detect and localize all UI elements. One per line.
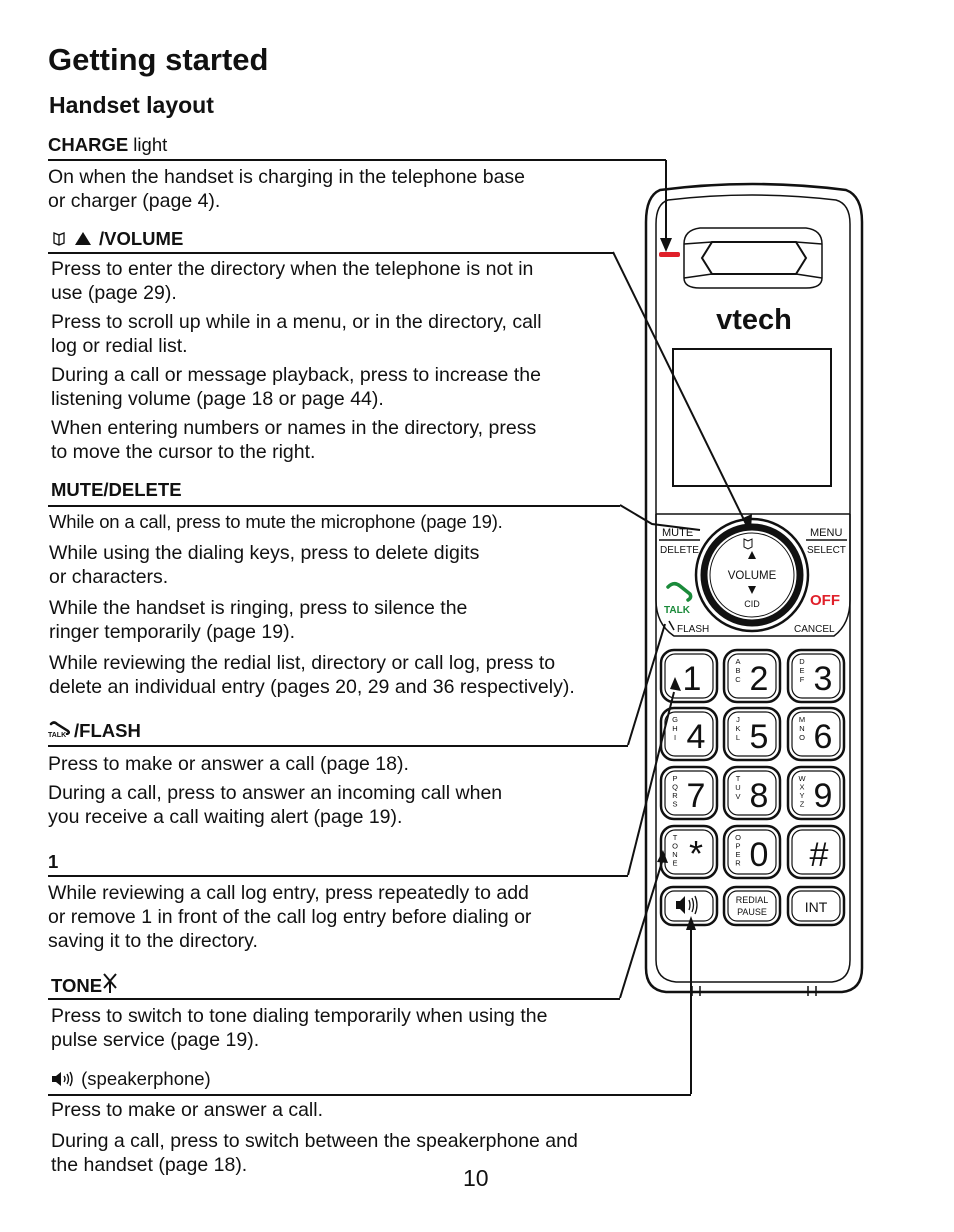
dial-key-8[interactable] bbox=[724, 767, 780, 819]
section-heading: Handset layout bbox=[49, 92, 214, 118]
dial-key-4[interactable] bbox=[661, 708, 717, 760]
menu-key-label[interactable]: MENU bbox=[810, 527, 843, 539]
dial-key-letter: V bbox=[735, 792, 741, 801]
pause-label: PAUSE bbox=[737, 907, 767, 917]
volume-description: Press to enter the directory when the telephone is not in use (page 29). Press to scroll up while in a menu, or in the directory, call log or redial list. During a call or message playback, press to increase the listening volume (page 18 or page 44). When entering numbers or names in the directory, press to move the cursor to the right. bbox=[51, 258, 542, 463]
dial-key-letter: T bbox=[672, 833, 678, 842]
dial-key-letter: S bbox=[672, 799, 678, 809]
dial-key-9[interactable] bbox=[788, 767, 844, 819]
dial-key-letter: O bbox=[672, 841, 678, 851]
charge-label: CHARGE light bbox=[48, 134, 168, 155]
dial-key-letter: Y bbox=[799, 791, 805, 800]
dial-key-digit: 3 bbox=[813, 660, 833, 698]
int-label: INT bbox=[804, 899, 828, 915]
dial-key-digit: 4 bbox=[686, 718, 706, 756]
dial-key-letter: U bbox=[735, 783, 741, 792]
talk-icon: TALK bbox=[48, 721, 74, 741]
mute-key-label[interactable]: MUTE bbox=[662, 527, 694, 539]
dial-key-hash[interactable] bbox=[788, 826, 844, 878]
select-key-label[interactable]: SELECT bbox=[807, 545, 846, 556]
cancel-key-label[interactable]: CANCEL bbox=[794, 624, 835, 635]
dial-key-letter: M bbox=[798, 715, 806, 724]
dial-key-digit: 9 bbox=[813, 777, 833, 815]
dial-key-letter: I bbox=[673, 733, 677, 742]
tone-description: Press to switch to tone dialing temporarily when using the pulse service (page 19). bbox=[51, 1005, 548, 1051]
dial-key-letter: N bbox=[672, 850, 678, 859]
dial-key-6[interactable] bbox=[788, 708, 844, 760]
dial-key-1[interactable] bbox=[661, 650, 717, 702]
dial-key-letter: E bbox=[672, 858, 678, 868]
dial-key-letter: O bbox=[735, 833, 741, 842]
speaker-waves-icon bbox=[689, 896, 697, 914]
dial-key-letter: E bbox=[735, 850, 741, 859]
brand-logo: vtech bbox=[716, 304, 792, 336]
one-key-label: 1 bbox=[48, 851, 59, 872]
earpiece-grille bbox=[684, 228, 822, 288]
dial-key-letter: J bbox=[736, 715, 740, 724]
dial-key-7[interactable] bbox=[661, 767, 717, 819]
dial-key-letter: C bbox=[735, 675, 741, 684]
display-screen bbox=[673, 349, 831, 486]
speaker-key-icon bbox=[676, 896, 685, 914]
flash-key-label[interactable]: FLASH bbox=[677, 624, 710, 635]
speaker-label: (speakerphone) bbox=[50, 1068, 211, 1090]
dial-key-digit: 6 bbox=[813, 718, 833, 756]
dial-key-2[interactable] bbox=[724, 650, 780, 702]
talk-key-label[interactable]: TALK bbox=[664, 605, 690, 616]
dial-key-digit: # bbox=[809, 836, 829, 874]
dial-key-letter: O bbox=[799, 733, 805, 742]
dial-key-letter: Z bbox=[799, 799, 805, 809]
dial-key-digit: 2 bbox=[749, 660, 769, 698]
speakerphone-key-inner bbox=[665, 891, 713, 921]
tone-label: TONE bbox=[51, 972, 118, 997]
volume-label: /VOLUME bbox=[51, 228, 183, 250]
dial-key-letter: K bbox=[735, 724, 741, 733]
dial-key-letter: H bbox=[672, 724, 678, 733]
dial-key-letter: E bbox=[799, 666, 805, 675]
dial-key-letter: A bbox=[735, 657, 741, 666]
volume-key-label[interactable]: VOLUME bbox=[727, 570, 777, 582]
dial-key-digit: 0 bbox=[749, 836, 769, 874]
dial-key-5[interactable] bbox=[724, 708, 780, 760]
charge-description: On when the handset is charging in the telephone base or charger (page 4). bbox=[48, 166, 526, 212]
dial-key-letter: D bbox=[799, 657, 805, 666]
dial-key-letter: N bbox=[799, 724, 805, 733]
mute-delete-label: MUTE/DELETE bbox=[51, 479, 182, 500]
page-number: 10 bbox=[463, 1165, 489, 1191]
charge-light-indicator bbox=[659, 252, 680, 257]
dial-key-letter: P bbox=[672, 774, 678, 783]
dial-key-0[interactable] bbox=[724, 826, 780, 878]
one-description: While reviewing a call log entry, press repeatedly to add or remove 1 in front of the call log entry before dialing or saving it to the directory. bbox=[48, 882, 532, 952]
talk-handset-icon bbox=[668, 584, 691, 600]
cid-key-label[interactable]: CID bbox=[744, 599, 760, 609]
dial-keypad bbox=[661, 650, 844, 878]
dial-key-letter: Q bbox=[672, 782, 678, 792]
flash-indicator-line bbox=[669, 621, 674, 630]
dial-key-letter: P bbox=[735, 841, 741, 851]
dial-key-letter: L bbox=[735, 733, 741, 742]
dial-key-letter: W bbox=[798, 774, 806, 783]
dial-key-letter: B bbox=[735, 666, 741, 675]
dial-key-letter: F bbox=[799, 675, 805, 684]
mute-description: While on a call, press to mute the microphone (page 19). While using the dialing keys, press to delete digits or characters. While the handset is ringing, press to silence the ringer temporarily (page 19). While reviewing the redial list, directory or call log, press to delete an individual entry (pages 20, 29 and 36 respectively). bbox=[49, 511, 575, 698]
dial-key-digit: * bbox=[688, 833, 704, 874]
talk-flash-label: TALK /FLASH bbox=[48, 720, 141, 741]
dial-key-digit: 7 bbox=[686, 777, 706, 815]
off-key-label[interactable]: OFF bbox=[810, 592, 840, 609]
dial-key-letter: R bbox=[735, 858, 741, 868]
dial-key-letter: R bbox=[672, 791, 678, 800]
redial-label: REDIAL bbox=[735, 895, 769, 905]
dial-key-3[interactable] bbox=[788, 650, 844, 702]
dial-key-digit: 1 bbox=[682, 660, 702, 698]
dial-key-digit: 5 bbox=[749, 718, 769, 756]
dial-key-letter: G bbox=[672, 715, 678, 724]
delete-key-label[interactable]: DELETE bbox=[660, 545, 699, 556]
flash-description: Press to make or answer a call (page 18). During a call, press to answer an incoming call when you receive a call waiting alert (page 19). bbox=[48, 753, 503, 828]
dial-key-star[interactable] bbox=[661, 826, 717, 878]
dial-key-letter: X bbox=[799, 782, 805, 792]
dial-key-letter: T bbox=[735, 774, 741, 783]
speaker-description: Press to make or answer a call. During a call, press to switch between the speakerphone and the handset (page 18). bbox=[51, 1099, 578, 1176]
dial-key-digit: 8 bbox=[749, 777, 769, 815]
page-title: Getting started bbox=[48, 42, 269, 77]
